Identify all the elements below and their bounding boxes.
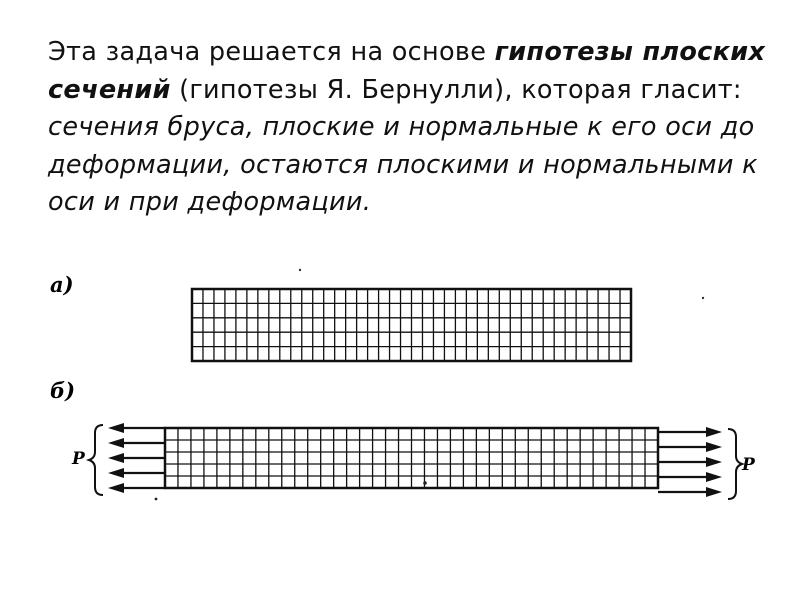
force-label-left: P [72,449,85,469]
label-a: а) [50,272,74,297]
load-arrow-head [108,423,124,433]
load-arrow-head [706,487,722,497]
undeformed-beam [192,289,631,361]
left-load-arrows [108,423,165,493]
right-load-arrows [658,427,722,497]
deformed-beam [165,428,658,488]
text-hypothesis-name: гипотезы плоских сечений [48,37,766,105]
force-label-right: P [742,455,755,475]
scan-speck [155,498,158,501]
text-bernoulli: (гипотезы Я. Бернулли), которая гласит: [170,74,742,105]
load-arrow-head [108,438,124,448]
right-brace [728,429,742,499]
load-arrow-head [706,472,722,482]
text-statement: сечения бруса, плоские и нормальные к его оси до деформации, остаются плоскими и нормальными к оси и при деформации. [48,112,758,217]
load-arrow-head [108,468,124,478]
text-intro: Эта задача решается на основе [48,37,495,67]
load-arrow-head [706,427,722,437]
scan-speck [299,269,301,271]
load-arrow-head [108,453,124,463]
load-arrow-head [706,442,722,452]
label-b: б) [50,378,76,403]
scan-speck [702,297,704,299]
load-arrow-head [706,457,722,467]
scan-speck [423,481,427,485]
load-arrow-head [108,483,124,493]
left-brace [89,425,103,495]
